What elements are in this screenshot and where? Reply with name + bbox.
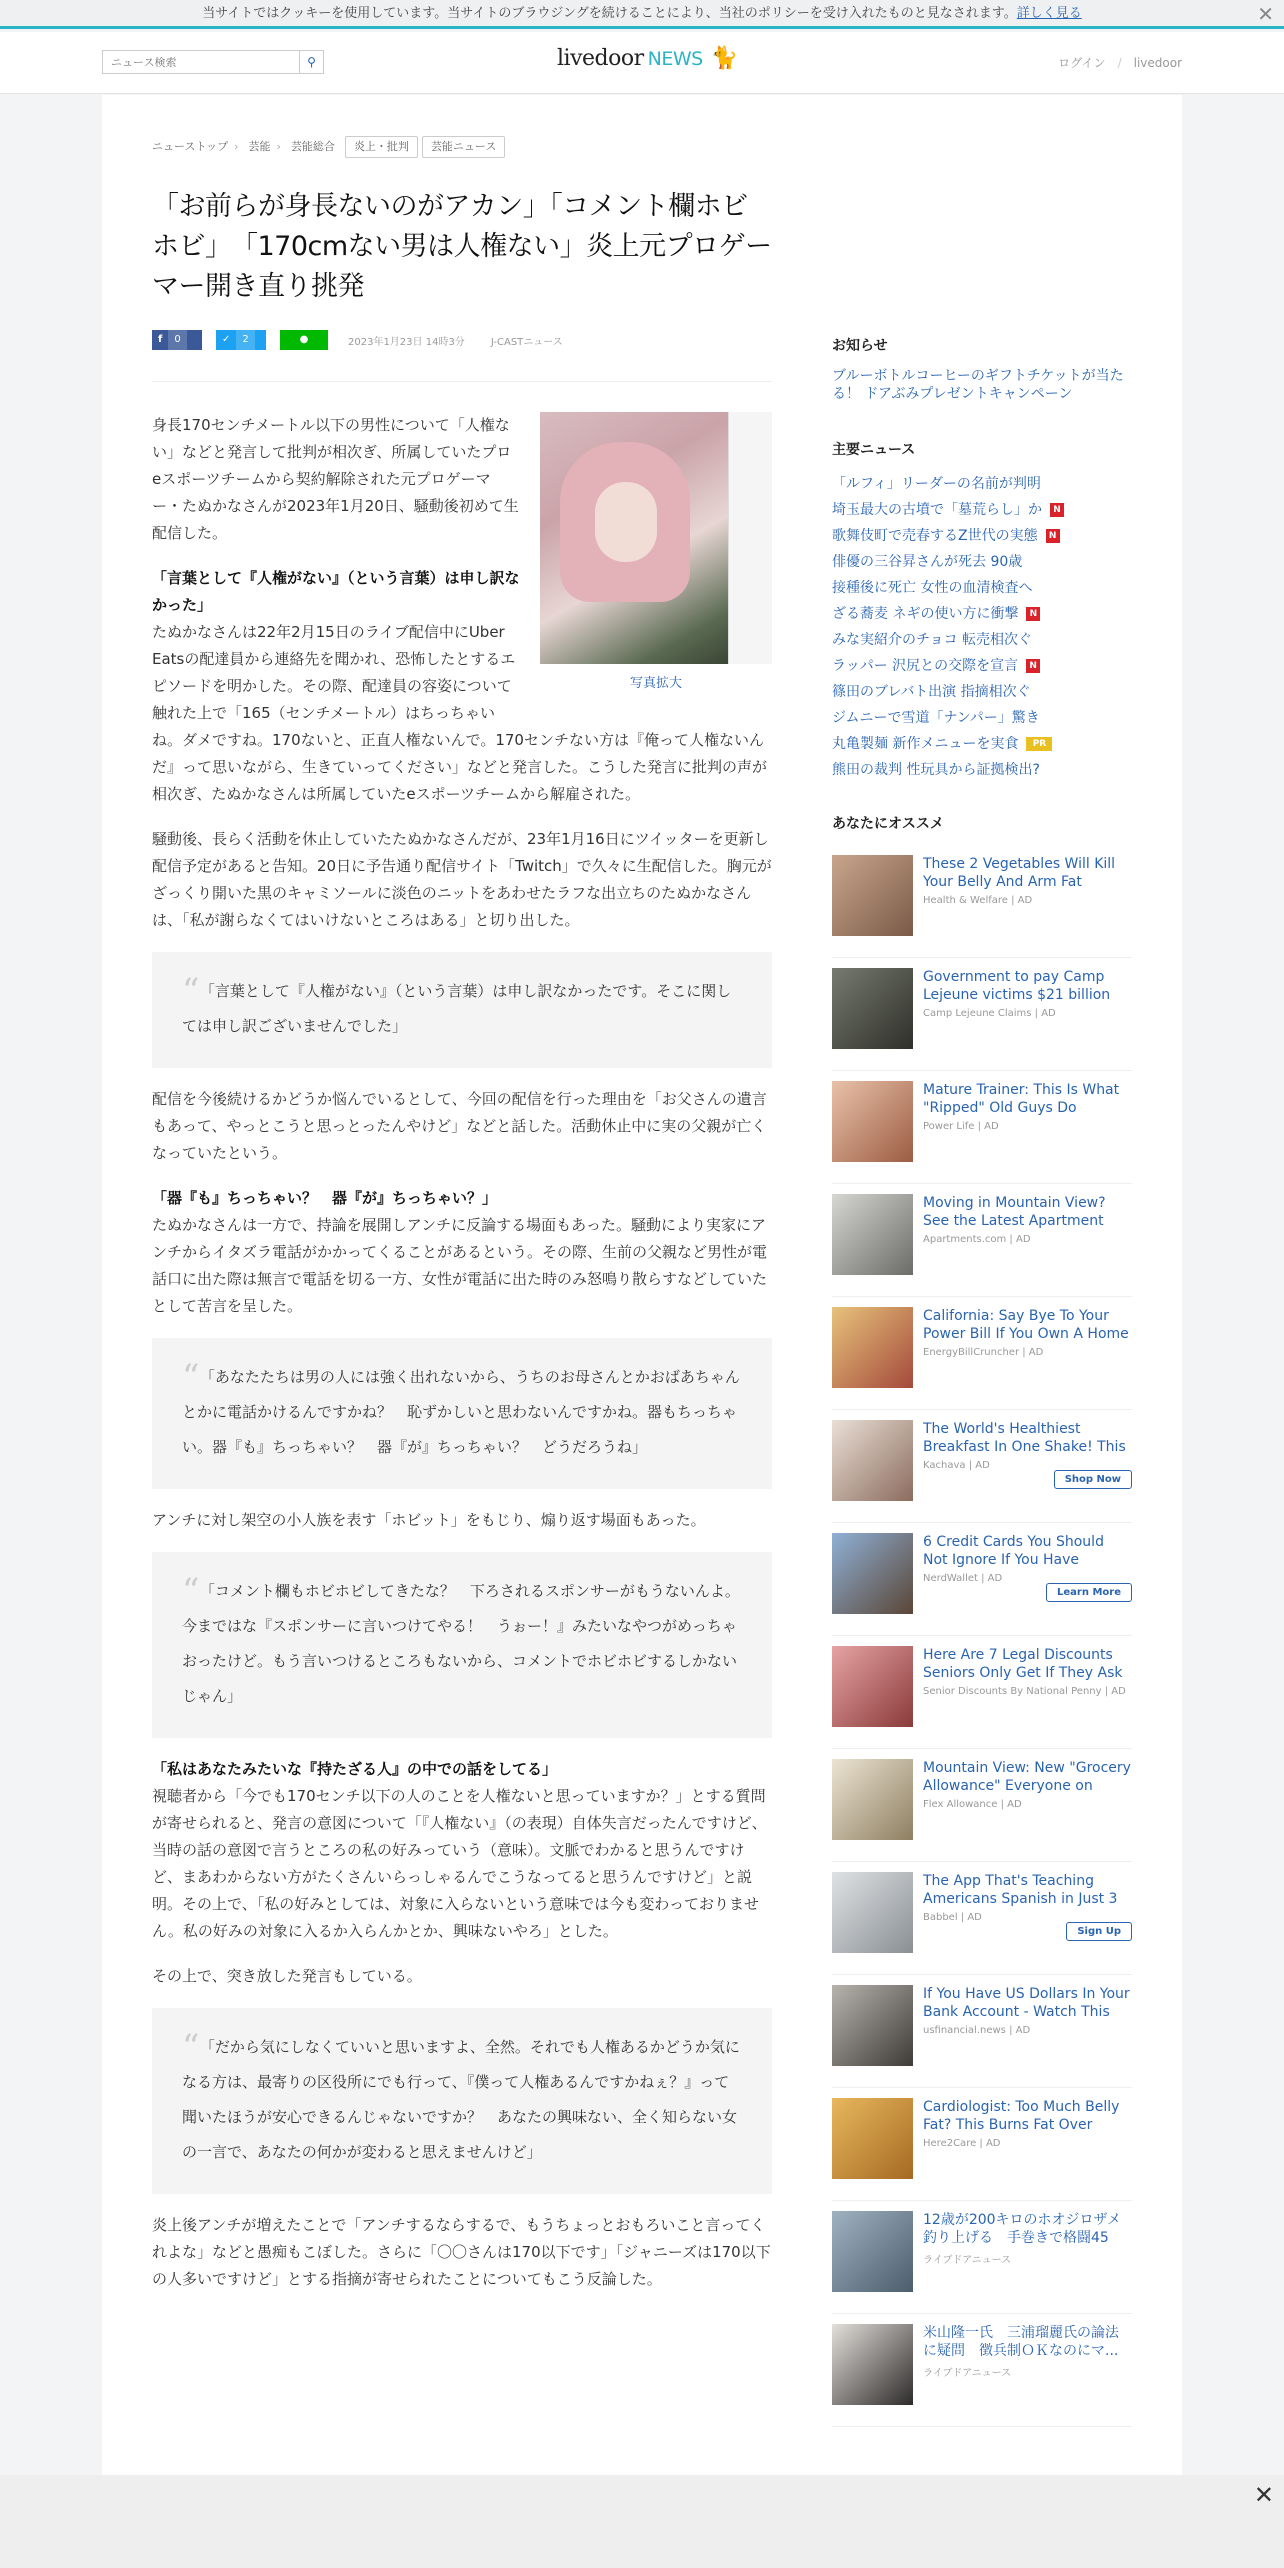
new-badge: N <box>1026 607 1040 621</box>
recommend-text <box>923 1081 1132 1183</box>
login-link[interactable]: ログイン <box>1058 56 1106 70</box>
recommend-item[interactable] <box>832 1749 1132 1862</box>
article-paragraph: 配信を今後続けるかどうか悩んでいるとして、今回の配信を行った理由を「お父さんの遺言もあって、やっとこうと思っとったんやけど」などと話した。活動休止中に実の父親が亡くなっていたという。 <box>152 1090 767 1162</box>
article-paragraph: 身長170センチメートル以下の男性について「人権ない」などと発言して批判が相次ぎ、所属していたプロeスポーツチームから契約解除された元プロゲーマー・たぬかなさんが2023年1月20日、騒動後初めて生配信した。 <box>152 416 519 542</box>
page-content <box>102 95 1182 2475</box>
recommend-text <box>923 2324 1132 2426</box>
recommend-text <box>923 1194 1132 1296</box>
recommend-item[interactable] <box>832 2201 1132 2314</box>
recommend-sponsor: usfinancial.news | AD <box>923 2025 1031 2036</box>
news-item[interactable] <box>832 471 1132 497</box>
news-item[interactable] <box>832 627 1132 653</box>
recommend-item[interactable] <box>832 1410 1132 1523</box>
ad-slot <box>832 135 1132 335</box>
pr-badge: PR <box>1026 737 1052 751</box>
article-body <box>152 412 772 2293</box>
breadcrumb-item[interactable]: 芸能総合 <box>290 140 335 153</box>
twitter-count: 2 <box>236 330 254 350</box>
recommend-thumbnail[interactable] <box>832 1533 913 1614</box>
recommend-item[interactable] <box>832 2314 1132 2427</box>
news-item[interactable] <box>832 575 1132 601</box>
recommend-item[interactable] <box>832 1184 1132 1297</box>
news-item[interactable] <box>832 549 1132 575</box>
sidebar <box>832 135 1132 2427</box>
recommend-title[interactable]: Moving in Mountain View? See the Latest Apartment <box>923 1195 1106 1229</box>
bottom-ad-banner <box>0 2475 1284 2568</box>
recommend-sponsor: Power Life | AD <box>923 1121 999 1132</box>
photo-enlarge-link[interactable]: 写真拡大 <box>629 676 682 691</box>
recommend-thumbnail[interactable] <box>832 1646 913 1727</box>
recommend-thumbnail[interactable] <box>832 1081 913 1162</box>
recommend-title[interactable]: 米山隆一氏 三浦瑠麗氏の論法に疑問 徴兵制ＯＫなのにマ... <box>923 2325 1119 2359</box>
recommend-title[interactable]: California: Say Bye To Your Power Bill If You Own A Home <box>923 1308 1129 1342</box>
recommend-item[interactable] <box>832 1636 1132 1749</box>
recommend-title[interactable]: These 2 Vegetables Will Kill Your Belly And Arm Fat <box>923 856 1116 890</box>
recommend-title[interactable]: Mature Trainer: This Is What "Ripped" Old Guys Do <box>923 1082 1120 1116</box>
recommend-text <box>923 1872 1132 1974</box>
recommend-sponsor: NerdWallet | AD <box>923 1573 1003 1584</box>
cookie-banner <box>0 0 1284 29</box>
recommend-title[interactable]: Cardiologist: Too Much Belly Fat? This Burns Fat Over <box>923 2099 1120 2133</box>
recommend-item[interactable] <box>832 1523 1132 1636</box>
article-meta <box>348 333 563 348</box>
close-icon[interactable]: ✕ <box>1257 2 1274 26</box>
notice-section <box>832 335 1132 403</box>
news-item[interactable] <box>832 705 1132 731</box>
article-column <box>152 135 772 2311</box>
news-item[interactable] <box>832 601 1132 627</box>
article-paragraph: たぬかなさんは22年2月15日のライブ配信中にUber Eatsの配達員から連絡先を聞かれ、恐怖したとするエピソードを明かした。その際、配達員の容姿について触れた上で「165（センチメートル）はちっちゃいね。ダメですね。170ないと、正直人権ないんで。170センチない方は『俺って人権ないんだ』って思いながら、生きていってください」などと発言した。こうした発言に批判の声が相次ぎ、たぬかなさんは所属していたeスポーツチームから解雇された。 <box>152 623 768 803</box>
blockquote <box>152 2008 772 2194</box>
chevron-right-icon: › <box>234 140 239 153</box>
notice-link[interactable]: ブルーボトルコーヒーのギフトチケットが当たる！ ドアぶみプレゼントキャンペーン <box>832 368 1124 402</box>
recommend-sponsor: EnergyBillCruncher | AD <box>923 1347 1044 1358</box>
section-heading: お知らせ <box>832 338 888 354</box>
recommend-item[interactable] <box>832 1862 1132 1975</box>
news-item-title: 埼玉最大の古墳で「墓荒らし」か <box>832 502 1042 518</box>
quote-icon: “ <box>182 1571 200 1611</box>
news-item-title: 丸亀製麺 新作メニューを実食 <box>832 736 1019 752</box>
news-item-title: ラッパー 沢尻との交際を宣言 <box>832 658 1019 674</box>
article-paragraph: その上で、突き放した発言もしている。 <box>152 1967 422 1985</box>
recommend-thumbnail[interactable] <box>832 1307 913 1388</box>
recommend-item[interactable] <box>832 845 1132 958</box>
article-paragraph: アンチに対し架空の小人族を表す「ホビット」をもじり、煽り返す場面もあった。 <box>152 1511 706 1529</box>
article-title: 「お前らが身長ないのがアカン」「コメント欄ホビホビ」 「170cmない男は人権ない」炎上元プロゲーマー開き直り挑発 <box>152 191 772 302</box>
blockquote <box>152 1338 772 1489</box>
news-item[interactable] <box>832 757 1132 783</box>
site-header <box>0 32 1284 94</box>
recommend-sponsor: ライブドアニュース <box>923 2368 1012 2379</box>
tag-link[interactable]: 炎上・批判 <box>345 136 418 158</box>
quote-icon: “ <box>182 2027 200 2067</box>
blockquote <box>152 952 772 1068</box>
share-bar <box>152 329 772 351</box>
recommend-title[interactable]: Mountain View: New "Grocery Allowance" Everyone on <box>923 1760 1131 1794</box>
recommend-text <box>923 2211 1132 2313</box>
recommend-text <box>923 968 1132 1070</box>
news-item-title: 歌舞伎町で売春するZ世代の実態 <box>832 528 1038 544</box>
section-heading: 主要ニュース <box>832 442 916 458</box>
section-heading: あなたにオススメ <box>832 816 944 832</box>
recommend-list <box>832 845 1132 2427</box>
facebook-count: 0 <box>168 330 186 350</box>
recommend-thumbnail[interactable] <box>832 1872 913 1953</box>
quote-text: 「コメント欄もホビホビしてきたな？ 下ろされるスポンサーがもうないんよ。今まではな『スポンサーに言いつけてやる！ うぉー！』みたいなやつがめっちゃおったけど。もう言いつけるところもないから、コメントでホビホビするしかないじゃん」 <box>182 1582 740 1705</box>
recommend-thumbnail[interactable] <box>832 2211 913 2292</box>
news-item-title: みな実紹介のチョコ 転売相次ぐ <box>832 632 1033 648</box>
article-source[interactable]: J-CASTニュース <box>490 336 563 348</box>
quote-text: 「言葉として『人権がない』（という言葉）は申し訳なかったです。そこに関しては申し訳ございませんでした」 <box>182 982 732 1035</box>
cookie-text: 当サイトではクッキーを使用しています。当サイトのブラウジングを続けることにより、当社のポリシーを受け入れたものと見なされます。 <box>202 6 1017 21</box>
recommend-item[interactable] <box>832 1975 1132 2088</box>
search-icon[interactable]: ⚲ <box>299 51 323 73</box>
recommend-sponsor: Camp Lejeune Claims | AD <box>923 1008 1056 1019</box>
facebook-icon: f <box>158 334 163 345</box>
recommend-sponsor: Kachava | AD <box>923 1460 990 1471</box>
article-subheading: 「私はあなたみたいな『持たざる人』の中での話をしてる」 <box>152 1760 558 1778</box>
article-subheading: 「言葉として『人権がない』（という言葉）は申し訳なかった」 <box>152 569 520 614</box>
recommend-text <box>923 2098 1132 2200</box>
new-badge: N <box>1050 503 1064 517</box>
recommend-sponsor: Senior Discounts By National Penny | AD <box>923 1686 1126 1697</box>
recommend-thumbnail[interactable] <box>832 968 913 1049</box>
recommend-item[interactable] <box>832 958 1132 1071</box>
recommend-title[interactable]: 12歳が200キロのホオジロザメ釣り上げる 手巻きで格闘45 <box>923 2212 1121 2246</box>
recommend-thumbnail[interactable] <box>832 2324 913 2405</box>
article-subheading: 「器『も』ちっちゃい？ 器『が』ちっちゃい？」 <box>152 1189 498 1207</box>
cat-mascot-icon: 🐈 <box>710 46 738 71</box>
breadcrumb <box>152 135 772 159</box>
recommend-item[interactable] <box>832 2088 1132 2201</box>
news-item[interactable] <box>832 731 1132 757</box>
recommend-text <box>923 1533 1132 1635</box>
recommend-sponsor: Apartments.com | AD <box>923 1234 1031 1245</box>
news-item[interactable] <box>832 679 1132 705</box>
chevron-right-icon: › <box>276 140 281 153</box>
recommend-title[interactable]: Government to pay Camp Lejeune victims $21 billion <box>923 969 1111 1003</box>
site-logo[interactable] <box>557 46 738 71</box>
quote-text: 「あなたたちは男の人には強く出れないから、うちのお母さんとかおばあちゃんとかに電話かけるんですかね？ 恥ずかしいと思わないんですかね。器もちっちゃい。器『も』ちっちゃい？ 器『が』ちっちゃい？ どうだろうね」 <box>182 1368 740 1456</box>
recommend-cta-button[interactable]: Shop Now <box>1054 1470 1132 1489</box>
new-badge: N <box>1046 529 1060 543</box>
search-input[interactable] <box>103 52 297 74</box>
news-item[interactable] <box>832 653 1132 679</box>
news-item-title: ざる蕎麦 ネギの使い方に衝撃 <box>832 606 1019 622</box>
recommend-text <box>923 1985 1132 2087</box>
article-paragraph: たぬかなさんは一方で、持論を展開しアンチに反論する場面もあった。騒動により実家にアンチからイタズラ電話がかかってくることがあるという。その際、生前の父親など男性が電話口に出た際は無言で電話を切る一方、女性が電話に出た時のみ怒鳴り散らすなどしていたとして苦言を呈した。 <box>152 1216 768 1315</box>
recommend-thumbnail[interactable] <box>832 2098 913 2179</box>
breadcrumb-item[interactable]: ニューストップ <box>152 140 229 153</box>
news-item-title: 俳優の三谷昇さんが死去 90歳 <box>832 554 1023 570</box>
recommend-sponsor: Babbel | AD <box>923 1912 982 1923</box>
blockquote <box>152 1552 772 1738</box>
recommend-cta-button[interactable]: Sign Up <box>1066 1922 1132 1941</box>
recommend-thumbnail[interactable] <box>832 1420 913 1501</box>
recommend-title[interactable]: Here Are 7 Legal Discounts Seniors Only Get If They Ask <box>923 1647 1123 1681</box>
news-item-title: 「ルフィ」リーダーの名前が判明 <box>832 476 1041 492</box>
news-item[interactable] <box>832 497 1132 523</box>
recommend-section <box>832 813 1132 2427</box>
news-item-title: 接種後に死亡 女性の血清検査へ <box>832 580 1033 596</box>
header-nav: ログイン / livedoor <box>1058 56 1182 70</box>
divider <box>152 381 772 382</box>
news-item-title: 熊田の裁判 性玩具から証拠検出? <box>832 762 1040 778</box>
recommend-item[interactable] <box>832 1297 1132 1410</box>
recommend-sponsor: Here2Care | AD <box>923 2138 1001 2149</box>
recommend-text <box>923 1420 1132 1522</box>
article-paragraph: 視聴者から「今でも170センチ以下の人のことを人権ないと思っていますか？」とする質問が寄せられると、発言の意図について「『人権ない』（の表現）自体失言だったんですけど、当時の話の意図で言うところの私の好みっていう（意味）。文脈でわかると思うんですけど、まあわからない方がたくさんいらっしゃるんでこうなってると思うんですけど」と説明。その上で、「私の好みとしては、対象に入らないという意味では今も変わっておりません。私の好みの対象に入るか入らんかとか、興味ないやろ」とした。 <box>152 1787 767 1940</box>
recommend-cta-button[interactable]: Learn More <box>1046 1583 1132 1602</box>
article-photo[interactable] <box>540 412 772 697</box>
recommend-title[interactable]: The World's Healthiest Breakfast In One Shake! This <box>923 1421 1126 1455</box>
news-item-title: 篠田のブレバト出演 指摘相次ぐ <box>832 684 1031 700</box>
article-image[interactable] <box>540 412 772 664</box>
line-share-button[interactable] <box>280 330 328 350</box>
recommend-sponsor: Health & Welfare | AD <box>923 895 1033 906</box>
new-badge: N <box>1026 659 1040 673</box>
recommend-text <box>923 1759 1132 1861</box>
livedoor-link[interactable]: livedoor <box>1133 56 1182 70</box>
recommend-sponsor: ライブドアニュース <box>923 2255 1012 2266</box>
close-icon[interactable]: ✕ <box>1253 2481 1274 2509</box>
article-paragraph: 炎上後アンチが増えたことで「アンチするならするで、もうちょっとおもろいこと言ってくれよな」などと愚痴もこぼした。さらに「〇〇さんは170以下です」「ジャニーズは170以下の人多いですけど」とする指摘が寄せられたことについてもこう反論した。 <box>152 2216 771 2288</box>
logo-news: NEWS <box>647 48 703 70</box>
recommend-text <box>923 1307 1132 1409</box>
quote-icon: “ <box>182 971 200 1011</box>
quote-text: 「だから気にしなくていいと思いますよ、全然。それでも人権あるかどうか気になる方は、最寄りの区役所にでも行って、『僕って人権あるんですかねぇ？』って聞いたほうが安心できるんじゃないですか？ あなたの興味ない、全く知らない女の一言で、あなたの何かが変わると思えませんけど」 <box>182 2038 740 2161</box>
top-news-section <box>832 439 1132 783</box>
line-icon: ● <box>299 334 309 345</box>
facebook-share-button[interactable] <box>152 330 202 350</box>
news-item[interactable] <box>832 523 1132 549</box>
twitter-share-button[interactable] <box>216 330 266 350</box>
article-paragraph: 騒動後、長らく活動を休止していたたぬかなさんだが、23年1月16日にツイッターを更新し配信予定があると告知。20日に予告通り配信サイト「Twitch」で久々に生配信した。胸元がざっくり開いた黒のキャミソールに淡色のニットをあわせたラフな出立ちのたぬかなさんは、「私が謝らなくてはいけないところはある」と切り出した。 <box>152 830 772 929</box>
recommend-thumbnail[interactable] <box>832 1194 913 1275</box>
recommend-sponsor: Flex Allowance | AD <box>923 1799 1022 1810</box>
news-item-title: ジムニーで雪道「ナンパー」驚き <box>832 710 1040 726</box>
recommend-thumbnail[interactable] <box>832 855 913 936</box>
twitter-icon: ✓ <box>222 334 231 345</box>
recommend-thumbnail[interactable] <box>832 1759 913 1840</box>
recommend-item[interactable] <box>832 1071 1132 1184</box>
recommend-title[interactable]: 6 Credit Cards You Should Not Ignore If You Have <box>923 1534 1104 1568</box>
recommend-text <box>923 855 1132 957</box>
search-box <box>102 50 324 74</box>
recommend-title[interactable]: The App That's Teaching Americans Spanish in Just 3 <box>923 1873 1118 1907</box>
logo-livedoor: livedoor <box>557 46 644 71</box>
quote-icon: “ <box>182 1357 200 1397</box>
recommend-text <box>923 1646 1132 1748</box>
news-list <box>832 471 1132 783</box>
breadcrumb-item[interactable]: 芸能 <box>248 140 271 153</box>
recommend-thumbnail[interactable] <box>832 1985 913 2066</box>
tag-link[interactable]: 芸能ニュース <box>422 136 505 158</box>
recommend-title[interactable]: If You Have US Dollars In Your Bank Account - Watch This <box>923 1986 1130 2020</box>
article-date: 2023年1月23日 14時3分 <box>348 336 465 348</box>
cookie-details-link[interactable]: 詳しく見る <box>1016 6 1082 21</box>
